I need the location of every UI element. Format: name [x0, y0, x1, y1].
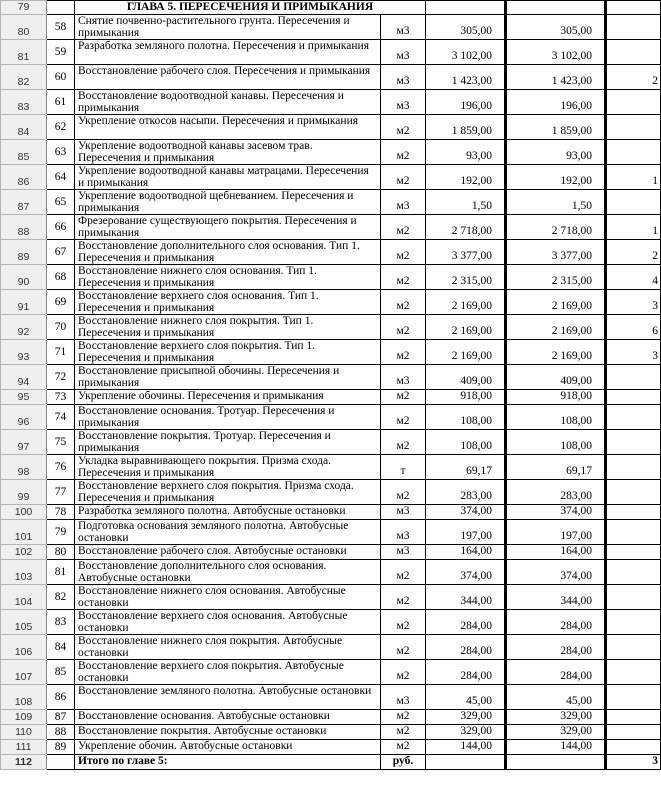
table-row: [1, 340, 661, 365]
quantity-total[interactable]: 2 169,00: [506, 315, 606, 340]
quantity[interactable]: 45,00: [426, 685, 506, 710]
quantity[interactable]: 2 169,00: [426, 315, 506, 340]
work-name[interactable]: Укладка выравнивающего покрытия. Призма схода. Пересечения и примыкания: [75, 455, 381, 480]
row-header[interactable]: 100: [1, 505, 47, 520]
cut-off-value[interactable]: [606, 115, 661, 140]
chapter-title[interactable]: ГЛАВА 5. ПЕРЕСЕЧЕНИЯ И ПРИМЫКАНИЯ: [75, 1, 426, 15]
cell[interactable]: [506, 1, 606, 15]
item-number[interactable]: 70: [47, 315, 75, 340]
row-header[interactable]: 108: [1, 685, 47, 710]
quantity[interactable]: 93,00: [426, 140, 506, 165]
quantity-total[interactable]: 93,00: [506, 140, 606, 165]
unit-of-measure[interactable]: м3: [381, 545, 426, 560]
quantity-total[interactable]: 144,00: [506, 740, 606, 755]
quantity[interactable]: 192,00: [426, 165, 506, 190]
unit-of-measure[interactable]: м2: [381, 115, 426, 140]
work-name[interactable]: Восстановление верхнего слоя основания. Тип 1. Пересечения и примыкания: [75, 290, 381, 315]
table-row: [1, 315, 661, 340]
row-header[interactable]: 81: [1, 40, 47, 65]
unit-of-measure[interactable]: м3: [381, 15, 426, 40]
quantity-total[interactable]: 2 169,00: [506, 340, 606, 365]
unit-of-measure[interactable]: м3: [381, 520, 426, 545]
unit-of-measure[interactable]: т: [381, 455, 426, 480]
quantity-total[interactable]: 108,00: [506, 405, 606, 430]
work-name[interactable]: Восстановление водоотводной канавы. Пересечения и примыкания: [75, 90, 381, 115]
unit-of-measure[interactable]: м2: [381, 740, 426, 755]
cut-off-value[interactable]: [606, 405, 661, 430]
item-number[interactable]: 86: [47, 685, 75, 710]
quantity-total[interactable]: 284,00: [506, 635, 606, 660]
work-name[interactable]: Восстановление нижнего слоя основания. Автобусные остановки: [75, 585, 381, 610]
quantity-total[interactable]: 344,00: [506, 585, 606, 610]
quantity[interactable]: 374,00: [426, 505, 506, 520]
quantity-total[interactable]: 197,00: [506, 520, 606, 545]
work-name[interactable]: Восстановление верхнего слоя покрытия. Призма схода. Пересечения и примыкания: [75, 480, 381, 505]
quantity[interactable]: 164,00: [426, 545, 506, 560]
quantity[interactable]: 1 859,00: [426, 115, 506, 140]
quantity[interactable]: 374,00: [426, 560, 506, 585]
cell[interactable]: [47, 755, 75, 770]
quantity[interactable]: 344,00: [426, 585, 506, 610]
item-number[interactable]: 60: [47, 65, 75, 90]
item-number[interactable]: 76: [47, 455, 75, 480]
work-name[interactable]: Восстановление основания. Тротуар. Пересечения и примыкания: [75, 405, 381, 430]
quantity[interactable]: 2 718,00: [426, 215, 506, 240]
item-number[interactable]: 66: [47, 215, 75, 240]
work-name[interactable]: Разработка земляного полотна. Пересечения и примыкания: [75, 40, 381, 65]
cut-off-value[interactable]: 4: [606, 265, 661, 290]
unit-of-measure[interactable]: м2: [381, 240, 426, 265]
row-header[interactable]: 84: [1, 115, 47, 140]
quantity-total[interactable]: 305,00: [506, 15, 606, 40]
cut-off-value[interactable]: 6: [606, 315, 661, 340]
quantity[interactable]: 2 315,00: [426, 265, 506, 290]
quantity[interactable]: 284,00: [426, 610, 506, 635]
item-number[interactable]: 71: [47, 340, 75, 365]
quantity-total[interactable]: 1,50: [506, 190, 606, 215]
item-number[interactable]: 75: [47, 430, 75, 455]
row-header[interactable]: 111: [1, 740, 47, 755]
cell[interactable]: [426, 755, 506, 770]
table-row: [1, 365, 661, 390]
quantity-total[interactable]: 918,00: [506, 390, 606, 405]
item-number[interactable]: 74: [47, 405, 75, 430]
quantity-total[interactable]: 283,00: [506, 480, 606, 505]
row-header[interactable]: 98: [1, 455, 47, 480]
cut-off-value[interactable]: [606, 15, 661, 40]
quantity-total[interactable]: 196,00: [506, 90, 606, 115]
cut-off-value[interactable]: [606, 505, 661, 520]
item-number[interactable]: 58: [47, 15, 75, 40]
table-row: [1, 545, 661, 560]
quantity[interactable]: 329,00: [426, 710, 506, 725]
quantity-total[interactable]: 374,00: [506, 505, 606, 520]
row-header[interactable]: 90: [1, 265, 47, 290]
work-name[interactable]: Восстановление верхнего слоя основания. Автобусные остановки: [75, 610, 381, 635]
unit-of-measure[interactable]: м2: [381, 710, 426, 725]
work-name[interactable]: Снятие почвенно-растительного грунта. Пересечения и примыкания: [75, 15, 381, 40]
chapter-row: [1, 1, 661, 15]
table-row: [1, 40, 661, 65]
unit-of-measure[interactable]: м3: [381, 40, 426, 65]
cell[interactable]: [47, 1, 75, 15]
unit-of-measure[interactable]: м2: [381, 635, 426, 660]
table-row: [1, 15, 661, 40]
cut-off-value[interactable]: 2: [606, 65, 661, 90]
item-number[interactable]: 85: [47, 660, 75, 685]
cut-off-value[interactable]: [606, 140, 661, 165]
quantity-total[interactable]: 1 423,00: [506, 65, 606, 90]
quantity[interactable]: 108,00: [426, 405, 506, 430]
unit-of-measure[interactable]: м2: [381, 165, 426, 190]
quantity[interactable]: 2 169,00: [426, 340, 506, 365]
unit-of-measure[interactable]: м2: [381, 430, 426, 455]
table-row: [1, 265, 661, 290]
unit-of-measure[interactable]: м2: [381, 480, 426, 505]
unit-of-measure[interactable]: м2: [381, 560, 426, 585]
item-number[interactable]: 78: [47, 505, 75, 520]
table-row: [1, 90, 661, 115]
cut-off-value[interactable]: [606, 740, 661, 755]
work-name[interactable]: Укрепление водоотводной канавы засевом трав. Пересечения и примыкания: [75, 140, 381, 165]
item-number[interactable]: 65: [47, 190, 75, 215]
cell[interactable]: [426, 1, 506, 15]
cut-off-value[interactable]: [606, 545, 661, 560]
item-number[interactable]: 89: [47, 740, 75, 755]
row-header[interactable]: 79: [1, 1, 47, 15]
row-header[interactable]: 91: [1, 290, 47, 315]
item-number[interactable]: 67: [47, 240, 75, 265]
quantity[interactable]: 2 169,00: [426, 290, 506, 315]
row-header[interactable]: 87: [1, 190, 47, 215]
quantity[interactable]: 197,00: [426, 520, 506, 545]
quantity-total[interactable]: 2 169,00: [506, 290, 606, 315]
cut-off-value[interactable]: [606, 480, 661, 505]
unit-of-measure[interactable]: м3: [381, 65, 426, 90]
cut-off-value[interactable]: [606, 660, 661, 685]
table-row: [1, 660, 661, 685]
unit-of-measure[interactable]: м2: [381, 140, 426, 165]
quantity[interactable]: 918,00: [426, 390, 506, 405]
unit-of-measure[interactable]: м2: [381, 660, 426, 685]
item-number[interactable]: 81: [47, 560, 75, 585]
row-header[interactable]: 80: [1, 15, 47, 40]
row-header[interactable]: 109: [1, 710, 47, 725]
row-header[interactable]: 96: [1, 405, 47, 430]
quantity-total[interactable]: 284,00: [506, 660, 606, 685]
quantity-total[interactable]: 45,00: [506, 685, 606, 710]
row-header[interactable]: 94: [1, 365, 47, 390]
unit-of-measure[interactable]: м3: [381, 365, 426, 390]
table-row: [1, 685, 661, 710]
item-number[interactable]: 87: [47, 710, 75, 725]
quantity-total[interactable]: 1 859,00: [506, 115, 606, 140]
row-header[interactable]: 102: [1, 545, 47, 560]
cut-off-value[interactable]: [606, 430, 661, 455]
unit-of-measure[interactable]: м2: [381, 405, 426, 430]
table-row: [1, 290, 661, 315]
table-row: [1, 65, 661, 90]
quantity[interactable]: 3 102,00: [426, 40, 506, 65]
cut-off-value[interactable]: [606, 635, 661, 660]
row-header[interactable]: 89: [1, 240, 47, 265]
cut-off-value[interactable]: [606, 390, 661, 405]
table-row: [1, 165, 661, 190]
quantity[interactable]: 284,00: [426, 635, 506, 660]
work-name[interactable]: Подготовка основания земляного полотна. Автобусные остановки: [75, 520, 381, 545]
unit-of-measure[interactable]: м2: [381, 265, 426, 290]
unit-of-measure[interactable]: м2: [381, 585, 426, 610]
unit-of-measure[interactable]: м2: [381, 315, 426, 340]
table-row: [1, 610, 661, 635]
row-header[interactable]: 99: [1, 480, 47, 505]
quantity[interactable]: 409,00: [426, 365, 506, 390]
quantity-total[interactable]: 3 102,00: [506, 40, 606, 65]
quantity-total[interactable]: 192,00: [506, 165, 606, 190]
item-number[interactable]: 82: [47, 585, 75, 610]
item-number[interactable]: 88: [47, 725, 75, 740]
cut-off-value[interactable]: 1: [606, 215, 661, 240]
table-row: [1, 140, 661, 165]
cut-off-value[interactable]: [606, 560, 661, 585]
quantity-total[interactable]: 164,00: [506, 545, 606, 560]
row-header[interactable]: 105: [1, 610, 47, 635]
table-row: [1, 520, 661, 545]
quantity-total[interactable]: 409,00: [506, 365, 606, 390]
item-number[interactable]: 77: [47, 480, 75, 505]
work-name[interactable]: Восстановление нижнего слоя основания. Тип 1. Пересечения и примыкания: [75, 265, 381, 290]
work-name[interactable]: Разработка земляного полотна. Автобусные остановки: [75, 505, 381, 520]
row-header[interactable]: 92: [1, 315, 47, 340]
work-name[interactable]: Восстановление основания. Автобусные остановки: [75, 710, 381, 725]
row-header[interactable]: 82: [1, 65, 47, 90]
table-row: [1, 390, 661, 405]
quantity[interactable]: 284,00: [426, 660, 506, 685]
row-header[interactable]: 93: [1, 340, 47, 365]
work-name[interactable]: Восстановление нижнего слоя покрытия. Тип 1. Пересечения и примыкания: [75, 315, 381, 340]
work-name[interactable]: Укрепление обочин. Автобусные остановки: [75, 740, 381, 755]
row-header[interactable]: 103: [1, 560, 47, 585]
row-header[interactable]: 86: [1, 165, 47, 190]
unit-of-measure[interactable]: м2: [381, 340, 426, 365]
table-body: [1, 1, 661, 770]
work-name[interactable]: Восстановление покрытия. Автобусные остановки: [75, 725, 381, 740]
row-header[interactable]: 104: [1, 585, 47, 610]
unit-of-measure[interactable]: м2: [381, 215, 426, 240]
cut-off-value[interactable]: 3: [606, 290, 661, 315]
row-header[interactable]: 88: [1, 215, 47, 240]
unit-of-measure[interactable]: м2: [381, 610, 426, 635]
cut-off-value[interactable]: 2: [606, 240, 661, 265]
quantity-total[interactable]: 329,00: [506, 725, 606, 740]
table-row: [1, 215, 661, 240]
row-header[interactable]: 101: [1, 520, 47, 545]
work-name[interactable]: Восстановление присыпной обочины. Пересечения и примыкания: [75, 365, 381, 390]
quantity[interactable]: 305,00: [426, 15, 506, 40]
cut-off-value[interactable]: 1: [606, 165, 661, 190]
quantity[interactable]: 1,50: [426, 190, 506, 215]
table-row: [1, 405, 661, 430]
table-row: [1, 505, 661, 520]
unit-of-measure[interactable]: м2: [381, 725, 426, 740]
item-number[interactable]: 72: [47, 365, 75, 390]
cut-off-value[interactable]: [606, 685, 661, 710]
work-name[interactable]: Укрепление водоотводной канавы матрацами. Пересечения и примыкания: [75, 165, 381, 190]
quantity[interactable]: 108,00: [426, 430, 506, 455]
table-row: [1, 560, 661, 585]
table-row: [1, 635, 661, 660]
item-number[interactable]: 69: [47, 290, 75, 315]
quantity[interactable]: 69,17: [426, 455, 506, 480]
table-row: [1, 710, 661, 725]
table-row: [1, 430, 661, 455]
item-number[interactable]: 68: [47, 265, 75, 290]
total-unit[interactable]: руб.: [381, 755, 426, 770]
table-row: [1, 725, 661, 740]
unit-of-measure[interactable]: м3: [381, 90, 426, 115]
quantity-total[interactable]: 284,00: [506, 610, 606, 635]
work-name[interactable]: Восстановление рабочего слоя. Пересечения и примыкания: [75, 65, 381, 90]
quantity[interactable]: 329,00: [426, 725, 506, 740]
item-number[interactable]: 59: [47, 40, 75, 65]
row-header[interactable]: 112: [1, 755, 47, 770]
row-header[interactable]: 107: [1, 660, 47, 685]
row-header[interactable]: 83: [1, 90, 47, 115]
item-number[interactable]: 61: [47, 90, 75, 115]
quantity[interactable]: 283,00: [426, 480, 506, 505]
cell[interactable]: [506, 755, 606, 770]
cut-off-value[interactable]: [606, 520, 661, 545]
quantity-total[interactable]: 69,17: [506, 455, 606, 480]
work-name[interactable]: Восстановление дополнительного слоя основания. Автобусные остановки: [75, 560, 381, 585]
work-name[interactable]: Восстановление верхнего слоя покрытия. Тип 1. Пересечения и примыкания: [75, 340, 381, 365]
table-row: [1, 240, 661, 265]
quantity[interactable]: 144,00: [426, 740, 506, 755]
work-name[interactable]: Фрезерование существующего покрытия. Пересечения и примыкания: [75, 215, 381, 240]
table-row: [1, 480, 661, 505]
table-row: [1, 190, 661, 215]
quantity-total[interactable]: 3 377,00: [506, 240, 606, 265]
quantity[interactable]: 1 423,00: [426, 65, 506, 90]
quantity[interactable]: 3 377,00: [426, 240, 506, 265]
item-number[interactable]: 62: [47, 115, 75, 140]
unit-of-measure[interactable]: м3: [381, 190, 426, 215]
work-name[interactable]: Восстановление рабочего слоя. Автобусные остановки: [75, 545, 381, 560]
work-name[interactable]: Восстановление нижнего слоя покрытия. Автобусные остановки: [75, 635, 381, 660]
cut-off-value[interactable]: [606, 725, 661, 740]
table-row: [1, 455, 661, 480]
item-number[interactable]: 79: [47, 520, 75, 545]
unit-of-measure[interactable]: м3: [381, 685, 426, 710]
work-name[interactable]: Укрепление откосов насыпи. Пересечения и примыкания: [75, 115, 381, 140]
item-number[interactable]: 83: [47, 610, 75, 635]
table-row: [1, 585, 661, 610]
quantity-total[interactable]: 329,00: [506, 710, 606, 725]
quantity-total[interactable]: 2 315,00: [506, 265, 606, 290]
row-header[interactable]: 85: [1, 140, 47, 165]
table-row: [1, 740, 661, 755]
cut-off-value[interactable]: [606, 365, 661, 390]
work-name[interactable]: Восстановление земляного полотна. Автобусные остановки: [75, 685, 381, 710]
cut-off-value[interactable]: [606, 455, 661, 480]
row-header[interactable]: 106: [1, 635, 47, 660]
work-name[interactable]: Укрепление водоотводной щебневанием. Пересечения и примыкания: [75, 190, 381, 215]
work-name[interactable]: Восстановление верхнего слоя покрытия. Автобусные остановки: [75, 660, 381, 685]
cut-off-value[interactable]: [606, 40, 661, 65]
cut-off-value[interactable]: [606, 190, 661, 215]
item-number[interactable]: 84: [47, 635, 75, 660]
work-name[interactable]: Восстановление покрытия. Тротуар. Пересечения и примыкания: [75, 430, 381, 455]
cut-off-value[interactable]: 3: [606, 340, 661, 365]
cut-off-value[interactable]: [606, 610, 661, 635]
item-number[interactable]: 80: [47, 545, 75, 560]
table-row: [1, 115, 661, 140]
quantity[interactable]: 196,00: [426, 90, 506, 115]
cut-off-value[interactable]: 3: [606, 755, 661, 770]
unit-of-measure[interactable]: м2: [381, 290, 426, 315]
total-row: [1, 755, 661, 770]
work-name[interactable]: Укрепление обочины. Пересечения и примыкания: [75, 390, 381, 405]
row-header[interactable]: 97: [1, 430, 47, 455]
quantity-total[interactable]: 108,00: [506, 430, 606, 455]
unit-of-measure[interactable]: м3: [381, 505, 426, 520]
item-number[interactable]: 64: [47, 165, 75, 190]
row-header[interactable]: 95: [1, 390, 47, 405]
cut-off-value[interactable]: [606, 710, 661, 725]
item-number[interactable]: 63: [47, 140, 75, 165]
total-label[interactable]: Итого по главе 5:: [75, 755, 381, 770]
quantity-total[interactable]: 374,00: [506, 560, 606, 585]
cell[interactable]: [606, 1, 661, 15]
item-number[interactable]: 73: [47, 390, 75, 405]
quantity-total[interactable]: 2 718,00: [506, 215, 606, 240]
work-name[interactable]: Восстановление дополнительного слоя основания. Тип 1. Пересечения и примыкания: [75, 240, 381, 265]
cut-off-value[interactable]: [606, 90, 661, 115]
row-header[interactable]: 110: [1, 725, 47, 740]
cut-off-value[interactable]: [606, 585, 661, 610]
unit-of-measure[interactable]: м2: [381, 390, 426, 405]
